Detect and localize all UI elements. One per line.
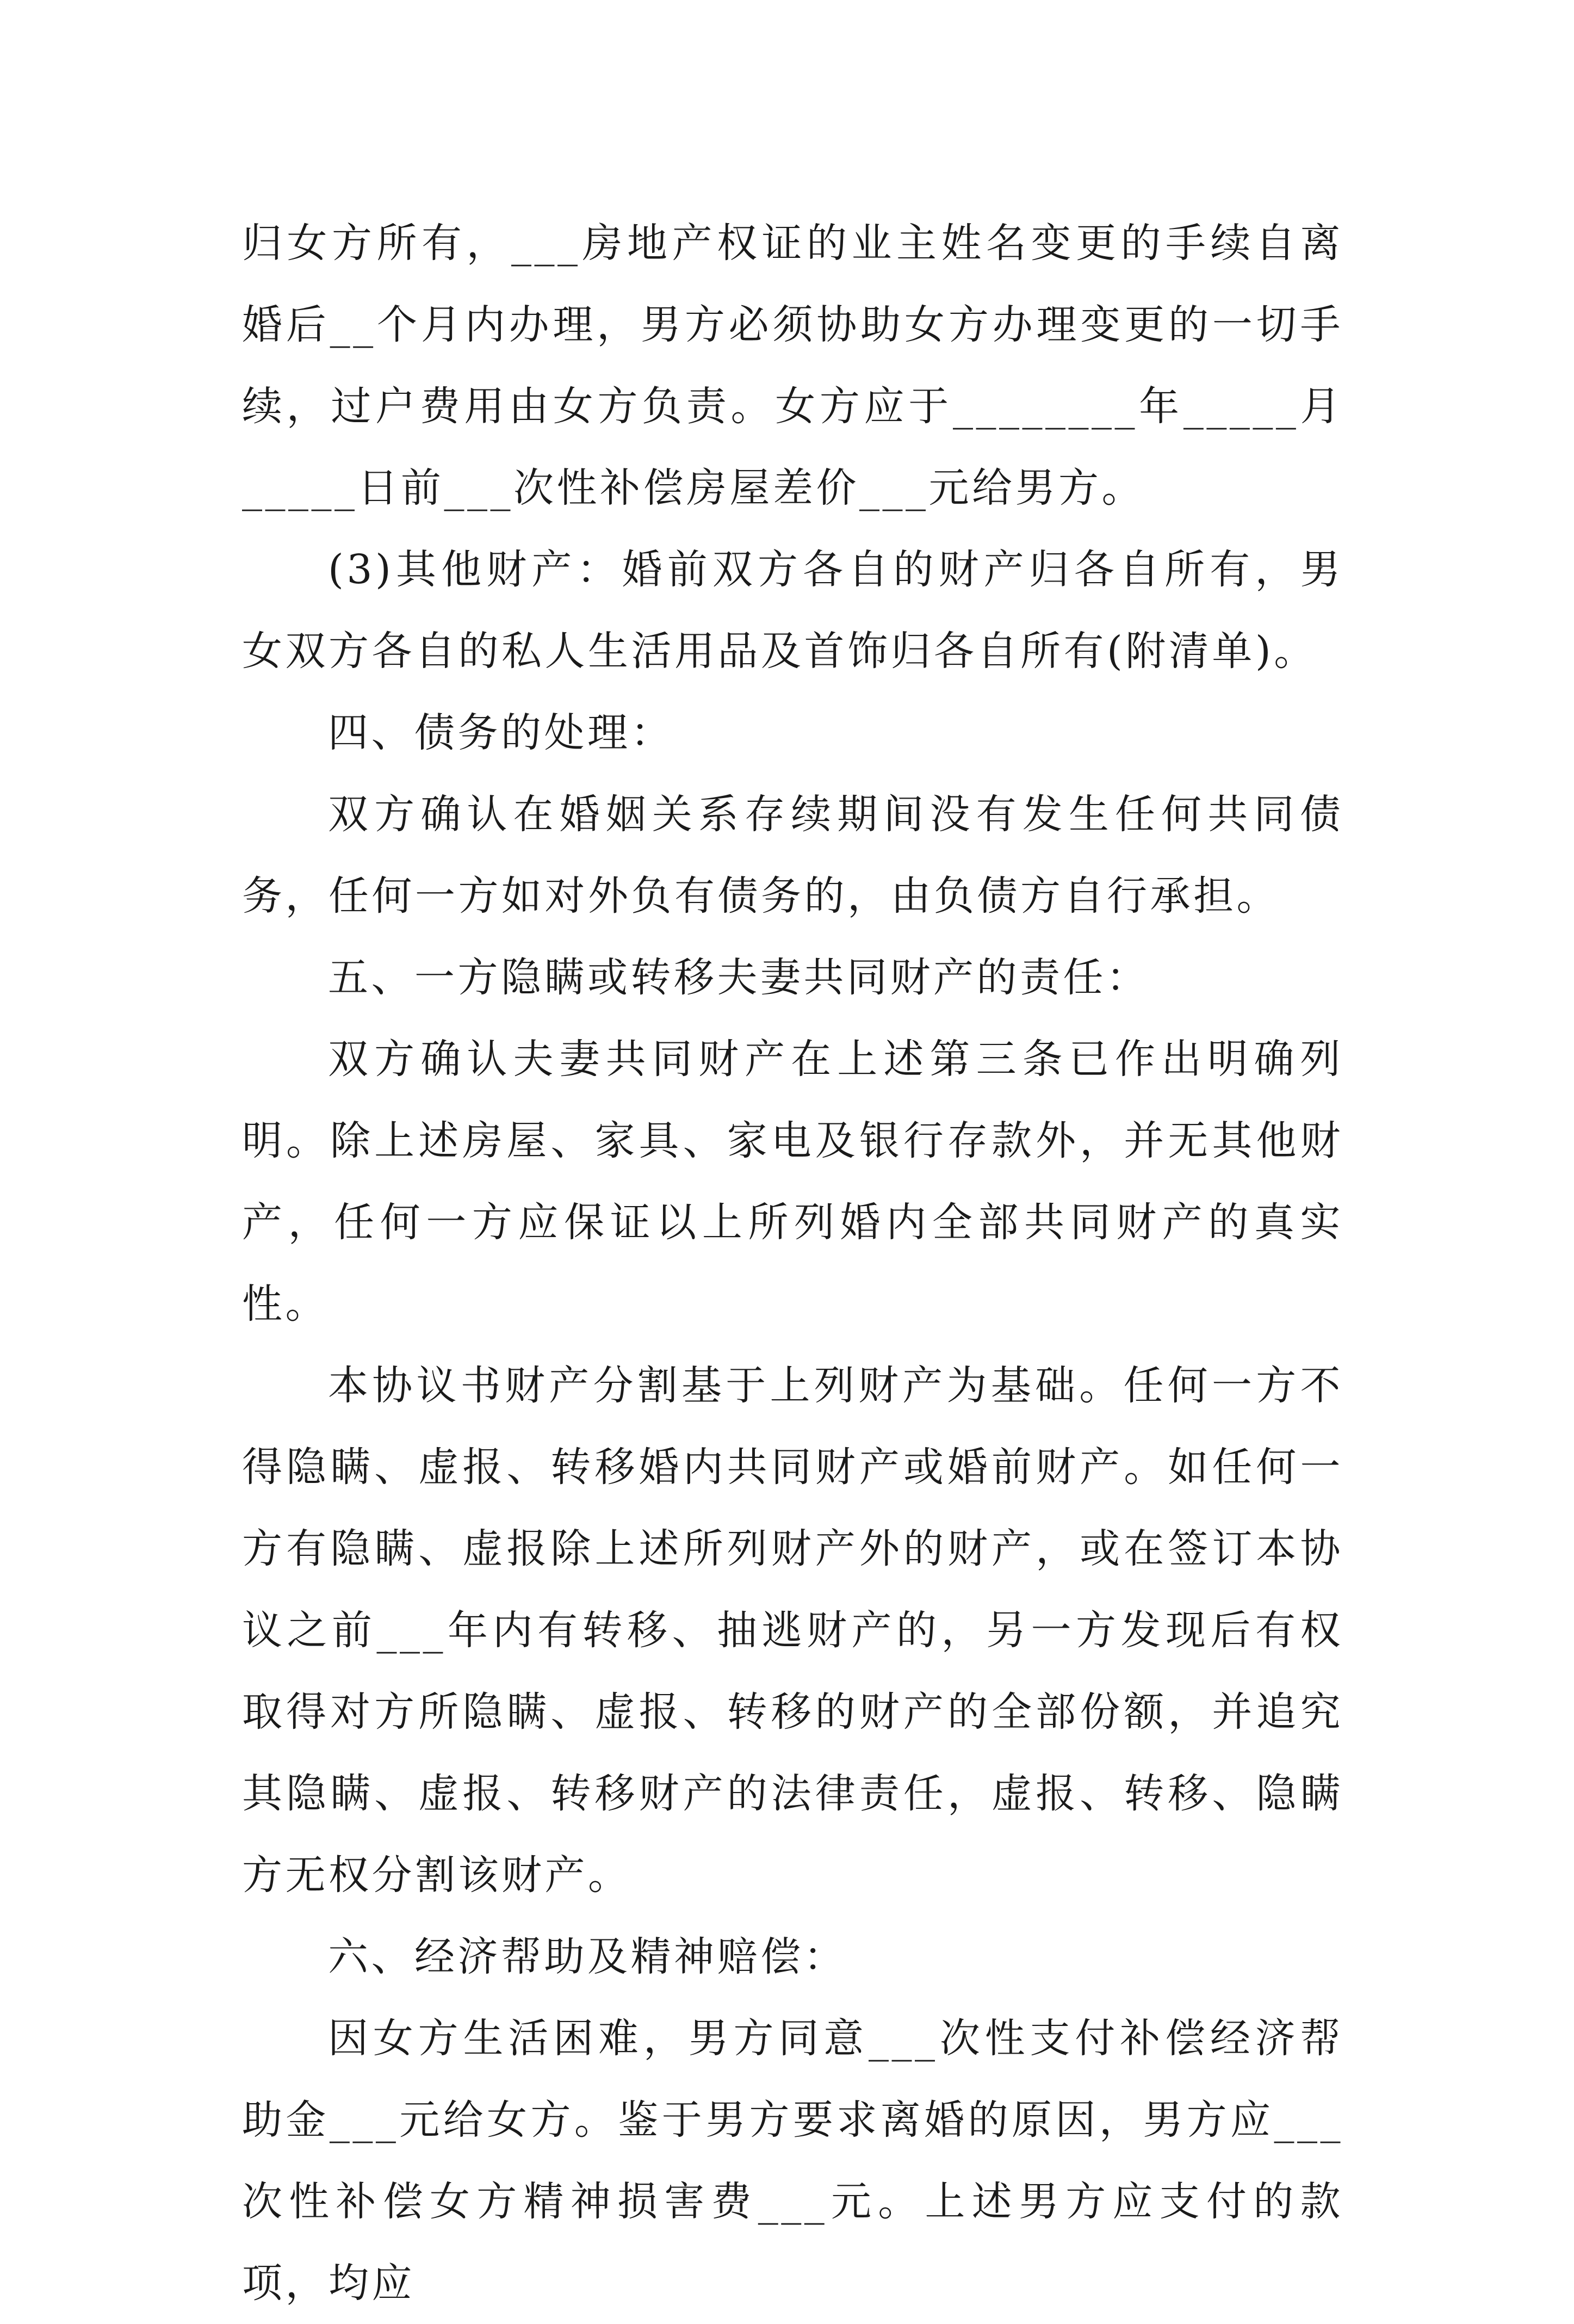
paragraph-joint-property-confirmation: 双方确认夫妻共同财产在上述第三条已作出明确列明。除上述房屋、家具、家电及银行存款外，并无其他财产，任何一方应保证以上所列婚内全部共同财产的真实性。 [242,1036,1343,1327]
paragraph-property-transfer: 归女方所有，___房地产权证的业主姓名变更的手续自离婚后__个月内办理，男方必须协助女方办理变更的一切手续，过户费用由女方负责。女方应于________年_____月_____日前___次性补偿房屋差价___元给男方。 [242,220,1343,511]
heading-debt-handling: 四、债务的处理： [328,709,674,756]
document-body [242,202,1343,2324]
paragraph-debt: 双方确认在婚姻关系存续期间没有发生任何共同债务，任何一方如对外负有债务的，由负债方自行承担。 [242,791,1343,919]
paragraph-economic-help: 因女方生活困难，男方同意___次性支付补偿经济帮助金___元给女方。鉴于男方要求离婚的原因，男方应___次性补偿女方精神损害费___元。上述男方应支付的款项，均应 [242,2015,1343,2307]
heading-concealment-liability: 五、一方隐瞒或转移夫妻共同财产的责任： [328,954,1150,1001]
paragraph-other-property: (3)其他财产：婚前双方各自的财产归各自所有，男女双方各自的私人生活用品及首饰归各自所有(附清单)。 [242,546,1343,675]
paragraph-concealment-penalty: 本协议书财产分割基于上列财产为基础。任何一方不得隐瞒、虚报、转移婚内共同财产或婚前财产。如任何一方有隐瞒、虚报除上述所列财产外的财产，或在签订本协议之前___年内有转移、抽逃财产的，另一方发现后有权取得对方所隐瞒、虚报、转移的财产的全部份额，并追究其隐瞒、虚报、转移财产的法律责任，虚报、转移、隐瞒方无权分割该财产。 [242,1362,1343,1899]
heading-economic-help: 六、经济帮助及精神赔偿： [328,1933,847,1980]
